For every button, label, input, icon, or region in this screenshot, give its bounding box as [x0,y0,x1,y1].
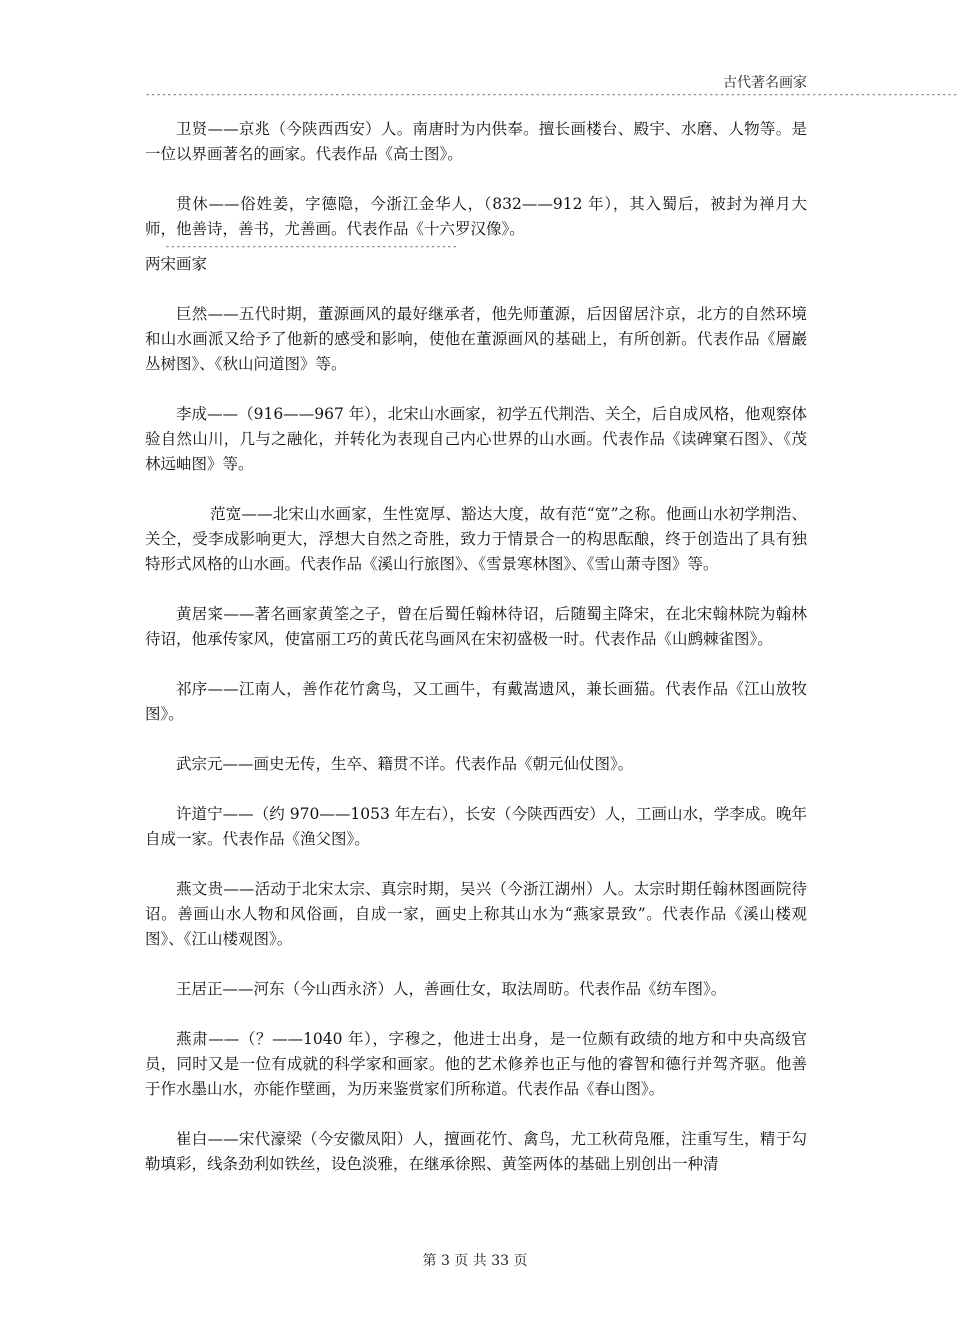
paragraph-wu-zongyuan: 武宗元——画史无传，生卒、籍贯不详。代表作品《朝元仙仗图》。 [176,755,634,773]
paragraph-gap [145,1002,807,1027]
paragraph-gap [145,652,807,677]
paragraph-gap [145,852,807,877]
main-text [145,117,807,1177]
paragraph-huang-jucai: 黄居寀——著名画家黄筌之子，曾在后蜀任翰林待诏，后随蜀主降宋，在北宋翰林院为翰林待诏，他承传家风，使富丽工巧的黄氏花鸟画风在宋初盛极一时。代表作品《山鹧棘雀图》。 [145,605,807,648]
paragraph-gap [145,777,807,802]
paragraph-gap [145,727,807,752]
paragraph-ju-ran: 巨然——五代时期，董源画风的最好继承者，他先师董源，后因留居汴京，北方的自然环境和山水画派又给予了他新的感受和影响，使他在董源画风的基础上，有所创新。代表作品《層巖丛树图》、《秋山问道图》等。 [145,305,807,373]
paragraph-gap [145,577,807,602]
section-divider: ------------------------------------------------------ [164,242,458,252]
page-number-footer: 第 3 页 共 33 页 [422,1253,528,1269]
paragraph-gap [145,1102,807,1127]
paragraph-wang-juzheng: 王居正——河东（今山西永济）人，善画仕女，取法周昉。代表作品《纺车图》。 [176,980,727,998]
paragraph-gap [145,477,807,502]
paragraph-gap [145,167,807,192]
section-heading: 两宋画家 [145,255,208,273]
paragraph-gap [145,952,807,977]
header-dashed-rule: ------------------------------------------------------------------------------------------------------------------------------------------------------ [145,90,958,100]
paragraph-qi-xu: 祁序——江南人，善作花竹禽鸟，又工画牛，有戴嵩遗风，兼长画猫。代表作品《江山放牧图》。 [145,680,807,723]
paragraph-wei-xian: 卫贤——京兆（今陕西西安）人。南唐时为内供奉。擅长画楼台、殿宇、水磨、人物等。是一位以界画著名的画家。代表作品《高士图》。 [145,120,807,163]
paragraph-cui-bai: 崔白——宋代濠梁（今安徽凤阳）人，擅画花竹、禽鸟，尤工秋荷凫雁，注重写生，精于勾勒填彩，线条劲利如铁丝，设色淡雅，在继承徐熙、黄筌两体的基础上别创出一种清 [145,1130,807,1173]
paragraph-yan-su: 燕肃——（？——1040 年），字穆之，他进士出身，是一位颇有政绩的地方和中央高级官员，同时又是一位有成就的科学家和画家。他的艺术修养也正与他的睿智和德行并驾齐驱。他善于作水墨山水，亦能作壁画，为历来鉴赏家们所称道。代表作品《春山图》。 [145,1030,807,1098]
paragraph-yan-wengui: 燕文贵——活动于北宋太宗、真宗时期，吴兴（今浙江湖州）人。太宗时期任翰林图画院待诏。善画山水人物和风俗画，自成一家，画史上称其山水为“燕家景致”。代表作品《溪山楼观图》、《江山楼观图》。 [145,880,807,948]
paragraph-gap [145,377,807,402]
paragraph-guan-xiu: 贯休——俗姓姜，字德隐，今浙江金华人，（832——912 年），其入蜀后，被封为禅月大师，他善诗，善书，尤善画。代表作品《十六罗汉像》。 [145,195,807,238]
paragraph-li-cheng: 李成——（916——967 年），北宋山水画家，初学五代荆浩、关仝，后自成风格，他观察体验自然山川，几与之融化，并转化为表现自己内心世界的山水画。代表作品《读碑窠石图》、《茂林远岫图》等。 [145,405,807,473]
paragraph-fan-kuan: 范宽——北宋山水画家，生性宽厚、豁达大度，故有范“宽”之称。他画山水初学荆浩、关仝，受李成影响更大，浮想大自然之奇胜，致力于情景合一的构思酝酿，终于创造出了具有独特形式风格的山水画。代表作品《溪山行旅图》、《雪景寒林图》、《雪山萧寺图》等。 [145,505,807,573]
paragraph-gap [145,277,807,302]
paragraph-xu-daoning: 许道宁——（约 970——1053 年左右），长安（今陕西西安）人，工画山水，学李成。晚年自成一家。代表作品《渔父图》。 [145,805,807,848]
running-header-title: 古代著名画家 [723,75,807,91]
